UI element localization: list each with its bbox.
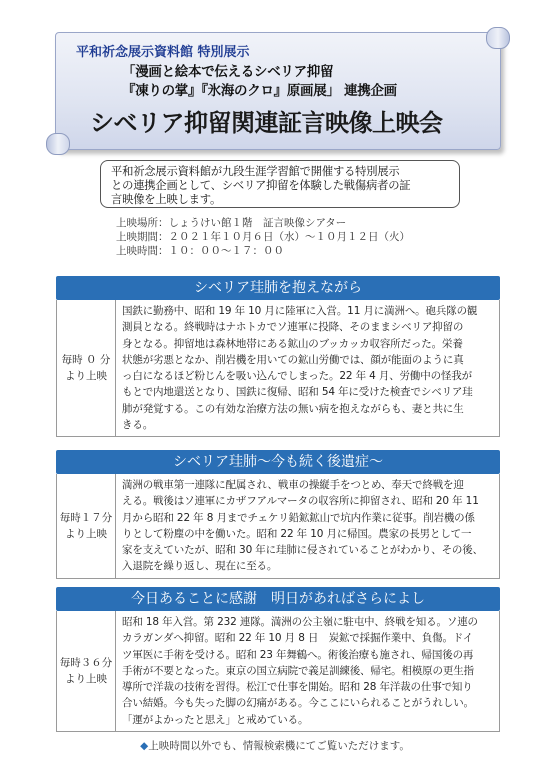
section-time [57,300,116,436]
section-body [56,300,500,437]
period-text: 上映期間：２０２１年１０月６日（水）～１０月１２日（火） [116,231,410,243]
exhibit-subtitle-line1: 「漫画と絵本で伝えるシベリア抑留 [122,64,334,80]
description-line: カラガンダへ抑留。昭和 22 年 10 月 8 日 炭鉱で採掘作業中、負傷。ドイ [122,632,473,645]
intro-line: との連携企画として、シベリア抑留を体験した戦傷病者の証 [111,179,411,192]
section-description [116,611,499,731]
section-body [56,474,500,579]
description-line: 身となる。抑留地は森林地帯にある鉱山のブッカッカ収容所だった。栄養 [122,337,463,350]
venue-text: 上映場所：しょうけい館１階 証言映像シアター [116,217,347,229]
intro-line: 言映像を上映します。 [111,193,222,206]
time-label: 毎時 ０ 分 [61,354,111,367]
program-section-3 [56,587,500,732]
scroll-roll-top [486,27,510,49]
description-line: 昭和 18 年入営。第 232 連隊。満洲の公主嶺に駐屯中、終戦を知る。ソ連の [122,616,478,628]
description-line: 測員となる。終戦時はナホトカでソ連軍に投降、そのままシベリア抑留の [122,321,464,334]
section-title: 今日あることに感謝 明日があればさらによし [56,587,500,611]
description-line: 月から昭和 22 年 8 月までチェケリ鉛鉱鉱山で坑内作業に従事。削岩機の係 [122,511,475,524]
page-title: シベリア抑留関連証言映像上映会 [90,109,443,137]
time-label: 毎時３６分 [59,657,113,670]
description-line: 満洲の戦車第一連隊に配属され、戦車の操縦手をつとめ、奉天で終戦を迎 [122,479,464,491]
footer-text: 上映時間以外でも、情報検索機にてご覧いただけます。 [148,740,410,752]
description-line: もとで内地還送となり、国鉄に復帰、昭和 54 年に受けた検査でシベリア珪 [122,386,473,399]
diamond-icon: ◆ [140,740,149,752]
intro-line: 平和祈念展示資料館が九段生涯学習館で開催する特別展示 [111,165,400,178]
time-label: 毎時１７分 [59,511,113,524]
time-suffix: より上映 [65,370,107,383]
description-line: 状態が劣悪となか、削岩機を用いての鉱山労働では、顔が能面のように真 [122,353,464,366]
program-section-2 [56,450,500,579]
description-line: 合い結婚。今も失った脚の幻痛がある。今ここにいられることがうれしい。 [122,697,474,710]
description-line: 家を支えていたが、昭和 30 年に珪肺に侵されていることがわかり、その後、 [122,544,483,557]
scroll-roll-bottom [46,133,70,155]
time-suffix: より上映 [65,527,107,540]
description-line: 「運がよかったと思え」と戒めている。 [122,713,309,726]
intro-box [100,160,460,208]
hours-text: 上映時間：１０：００～１７：００ [116,245,284,257]
title-banner [55,32,501,150]
description-line: っ白になるほど粉じんを吸い込んでしまった。22 年 4 月、労働中の怪我が [122,370,473,383]
description-line: りとして粉塵の中を働いた。昭和 22 年 10 月に帰国。農家の長男として一 [122,527,472,540]
section-time [57,474,116,578]
section-description [116,474,499,578]
screening-details [116,216,410,258]
program-section-1 [56,276,500,437]
description-line: 肺が発覚する。この有効な治療方法の無い病を抱えながらも、妻と共に生 [122,402,464,415]
description-line: きる。 [122,419,154,432]
exhibit-subtitle-line2: 『凍りの掌』『氷海のクロ』原画展」 連携企画 [122,83,397,99]
museum-label: 平和祈念展示資料館 特別展示 [76,45,250,60]
section-time [57,611,116,731]
section-description [116,300,499,436]
footer-note [0,738,550,753]
section-title: シベリア珪肺を抱えながら [56,276,500,300]
description-line: ツ軍医に手術を受ける。昭和 23 年舞鶴へ。術後治療も施され、帰国後の再 [122,648,474,661]
section-title: シベリア珪肺～今も続く後遺症～ [56,450,500,474]
time-suffix: より上映 [65,673,107,686]
description-line: 入退院を繰り返し、現在に至る。 [122,560,278,573]
description-line: 手術が不要となった。東京の国立病院で義足訓練後、帰宅。相模原の更生指 [122,664,474,677]
section-body [56,611,500,732]
description-line: える。戦後はソ連軍にカザフアルマータの収容所に抑留され、昭和 20 年 11 [122,495,479,508]
description-line: 導所で洋裁の技術を習得。松江で仕事を開始。昭和 28 年洋裁の仕事で知り [122,681,473,694]
description-line: 国鉄に勤務中、昭和 19 年 10 月に陸軍に入営。11 月に満洲へ。砲兵隊の観 [122,305,478,317]
